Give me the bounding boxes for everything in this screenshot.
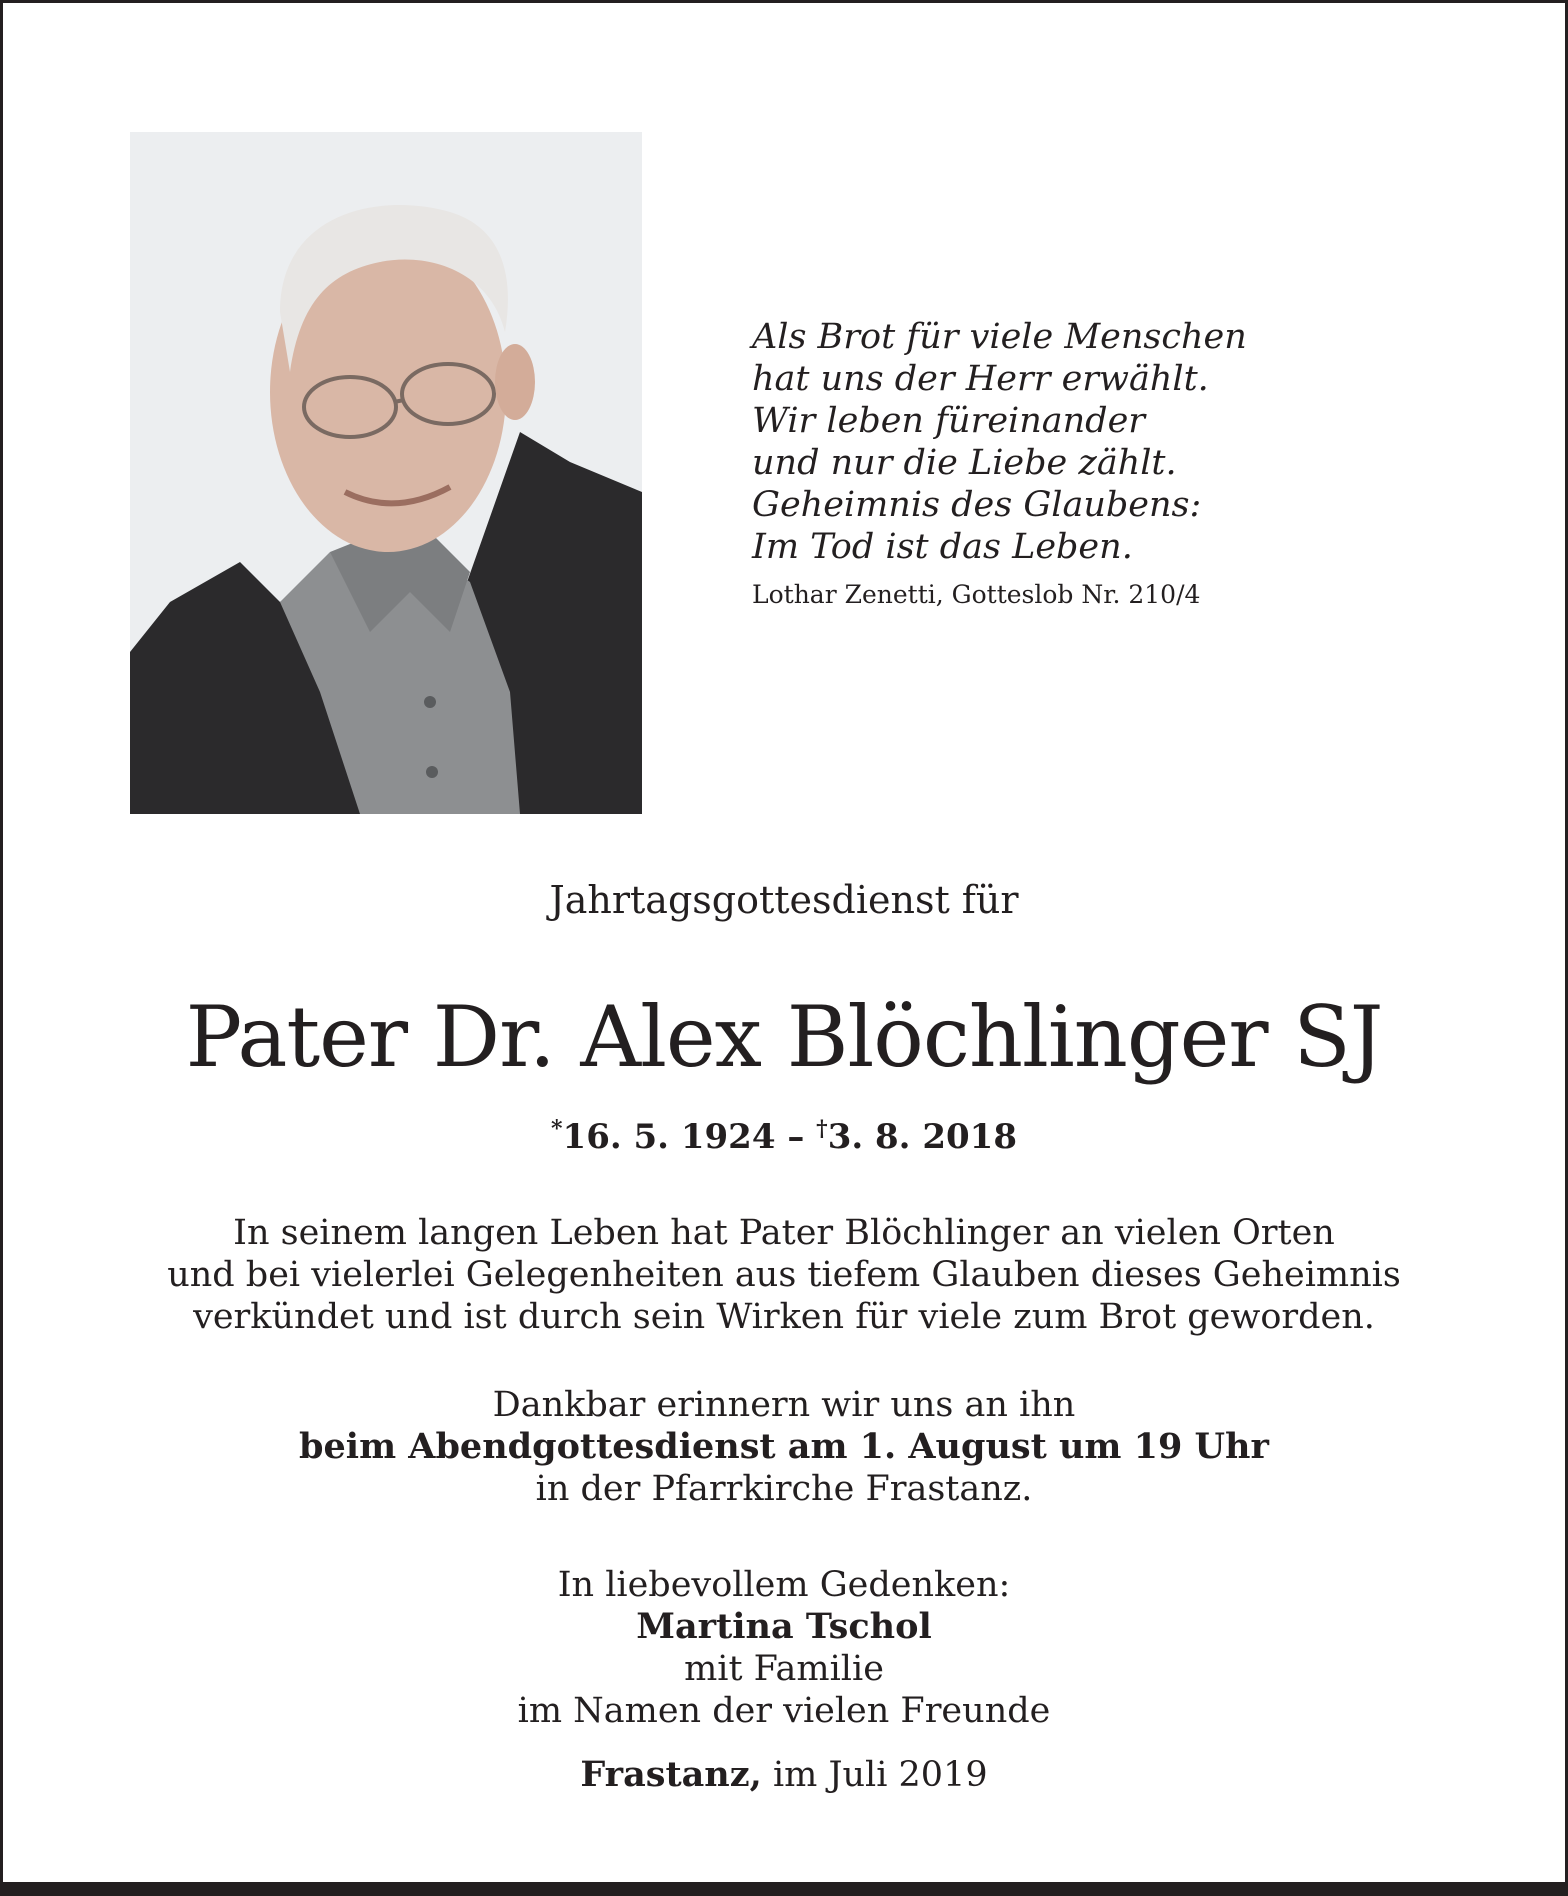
birth-symbol: * bbox=[551, 1116, 563, 1142]
verse-line: Im Tod ist das Leben. bbox=[752, 527, 1133, 567]
service-line: Dankbar erinnern wir uns an ihn bbox=[492, 1385, 1076, 1425]
death-date: 3. 8. 2018 bbox=[827, 1117, 1017, 1157]
signatory-suffix: mit Familie bbox=[684, 1649, 884, 1689]
tribute-line: und bei vielerlei Gelegenheiten aus tiefem Glauben dieses Geheimnis bbox=[167, 1255, 1401, 1295]
tribute-line: In seinem langen Leben hat Pater Blöchlinger an vielen Orten bbox=[233, 1213, 1335, 1253]
verse bbox=[752, 316, 1392, 568]
service-location: in der Pfarrkirche Frastanz. bbox=[535, 1469, 1033, 1509]
birth-date: 16. 5. 1924 bbox=[562, 1117, 776, 1157]
place-town: Frastanz, bbox=[580, 1754, 762, 1795]
memory-line: In liebevollem Gedenken: bbox=[557, 1565, 1011, 1605]
memory-name-line bbox=[0, 1606, 1568, 1690]
verse-line: hat uns der Herr erwählt. bbox=[752, 359, 1209, 399]
verse-source: Lothar Zenetti, Gotteslob Nr. 210/4 bbox=[752, 580, 1201, 609]
memory-line: im Namen der vielen Freunde bbox=[517, 1691, 1051, 1731]
signatory-name: Martina Tschol bbox=[636, 1606, 932, 1647]
intro-line: Jahrtagsgottesdienst für bbox=[549, 878, 1019, 922]
life-dates bbox=[0, 1116, 1568, 1157]
place-date bbox=[0, 1754, 1568, 1795]
deceased-name: Pater Dr. Alex Blöchlinger SJ bbox=[185, 988, 1383, 1086]
tribute-line: verkündet und ist durch sein Wirken für viele zum Brot geworden. bbox=[193, 1297, 1375, 1337]
memorial-signature bbox=[0, 1564, 1568, 1732]
verse-line: Geheimnis des Glaubens: bbox=[752, 485, 1202, 525]
verse-line: und nur die Liebe zählt. bbox=[752, 443, 1177, 483]
date-separator: – bbox=[775, 1117, 817, 1157]
verse-line: Als Brot für viele Menschen bbox=[752, 317, 1247, 357]
verse-line: Wir leben füreinander bbox=[752, 401, 1146, 441]
death-symbol: † bbox=[816, 1116, 828, 1142]
tribute-text bbox=[0, 1212, 1568, 1338]
place-date-text: im Juli 2019 bbox=[761, 1755, 988, 1795]
service-time: beim Abendgottesdienst am 1. August um 19 Uhr bbox=[299, 1426, 1269, 1467]
portrait-photo bbox=[130, 132, 642, 814]
service-info bbox=[0, 1384, 1568, 1510]
